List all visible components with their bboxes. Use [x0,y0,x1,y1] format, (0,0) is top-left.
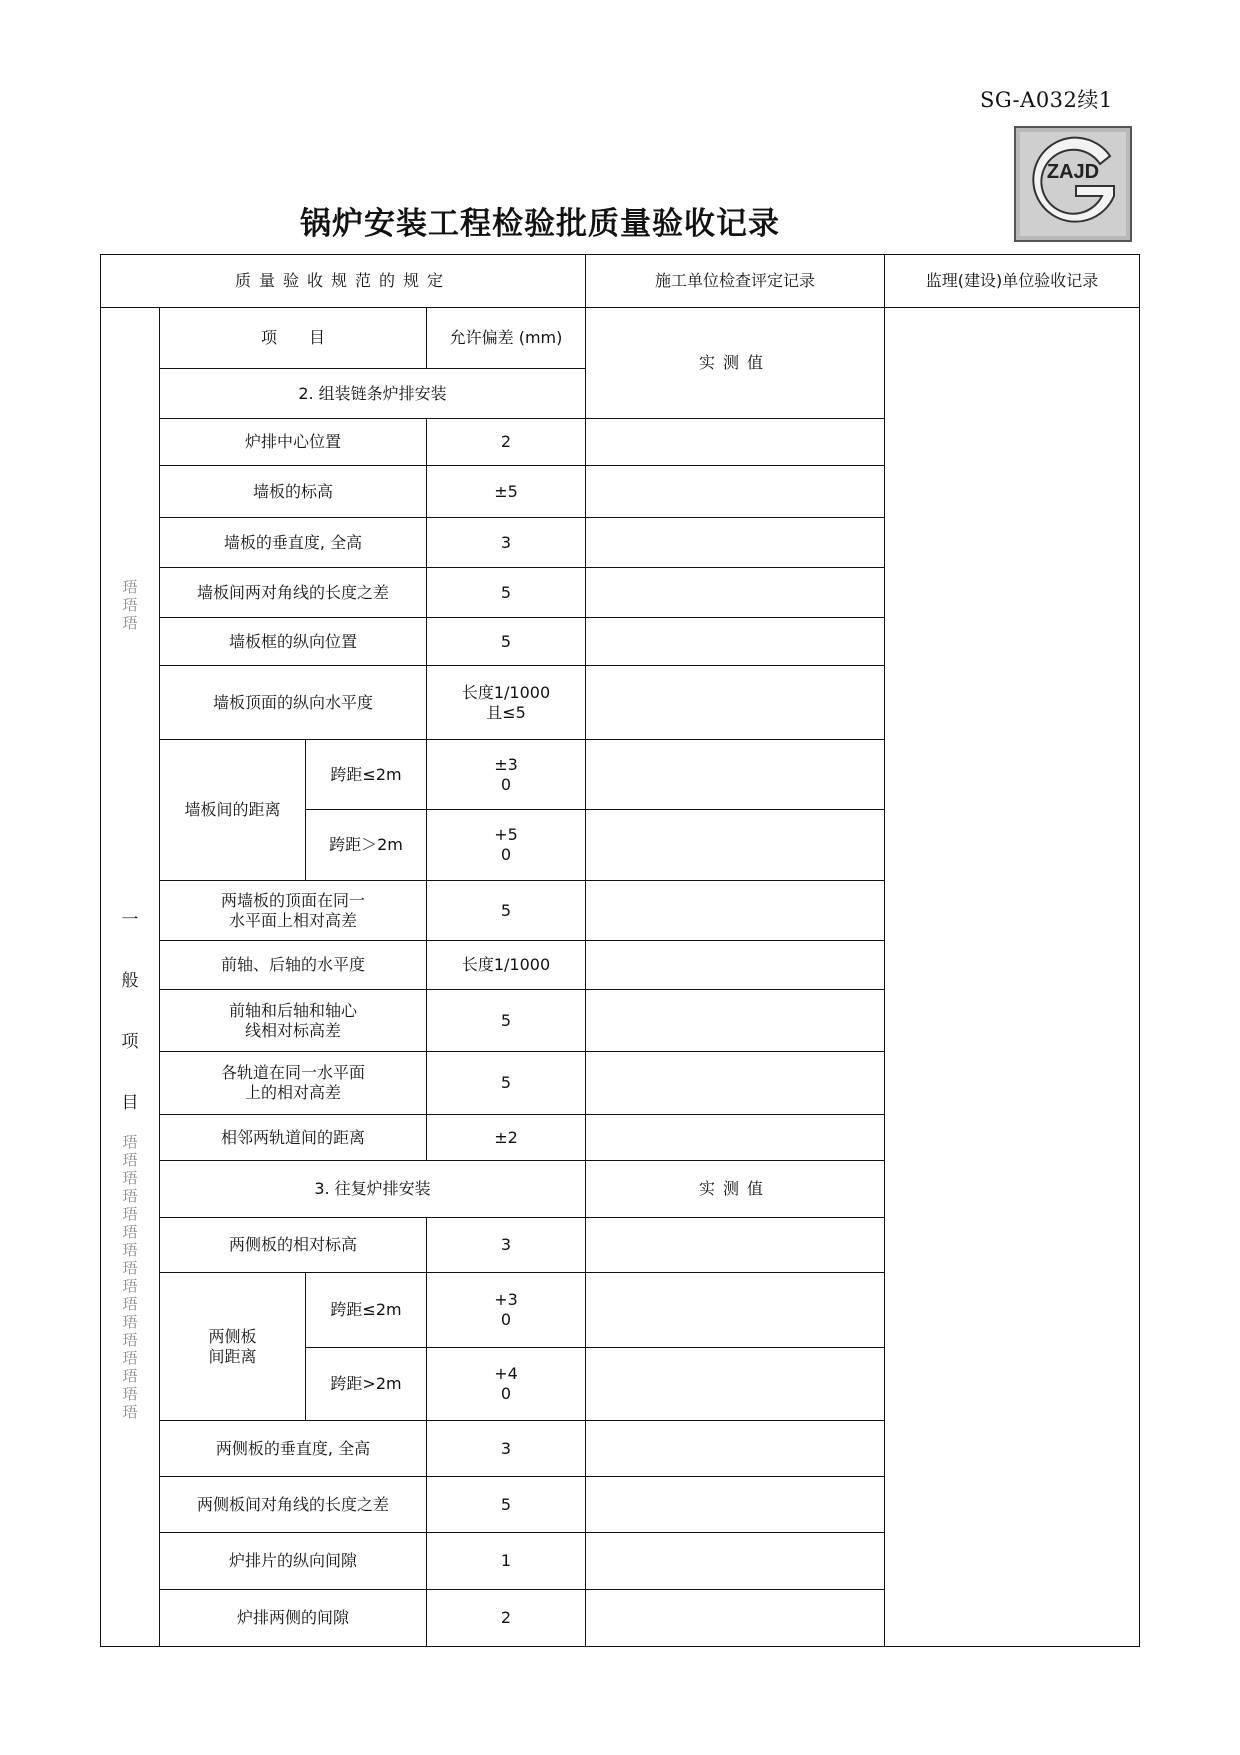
tolerance-value: 长度1/1000 且≤5 [427,666,586,740]
record-cell[interactable] [586,941,885,990]
tolerance-value: 长度1/1000 [427,941,586,990]
tolerance-value: 3 [427,1421,586,1477]
record-cell[interactable] [586,419,885,466]
span-condition: 跨距≤2m [306,1273,427,1348]
record-cell[interactable] [586,990,885,1052]
supervisor-record-cell[interactable] [885,308,1140,1647]
tolerance-value: ±2 [427,1115,586,1161]
tolerance-value: 3 [427,518,586,568]
tolerance-value: ±3 0 [427,740,586,810]
item-label: 墙板的标高 [160,466,427,518]
record-cell[interactable] [586,1218,885,1273]
contractor-column-header: 施工单位检查评定记录 [586,255,885,308]
item-label: 炉排中心位置 [160,419,427,466]
item-label: 炉排两侧的间隙 [160,1590,427,1647]
record-cell[interactable] [586,466,885,518]
item-label: 墙板的垂直度, 全高 [160,518,427,568]
tolerance-value: 1 [427,1533,586,1590]
record-cell[interactable] [586,1348,885,1421]
record-cell[interactable] [586,740,885,810]
record-cell[interactable] [586,1273,885,1348]
tolerance-value: +3 0 [427,1273,586,1348]
tolerance-value: 3 [427,1218,586,1273]
record-cell[interactable] [586,666,885,740]
item-label: 两侧板 间距离 [160,1273,306,1421]
spec-column-header: 质量验收规范的规定 [101,255,586,308]
tolerance-value: 2 [427,1590,586,1647]
item-column-header: 项 目 [160,308,427,369]
item-label: 前轴、后轴的水平度 [160,941,427,990]
span-condition: 跨距≤2m [306,740,427,810]
tolerance-value: 5 [427,1477,586,1533]
supervisor-column-header: 监理(建设)单位验收记录 [885,255,1140,308]
item-label: 两侧板的相对标高 [160,1218,427,1273]
record-cell[interactable] [586,810,885,881]
tolerance-value: 5 [427,1052,586,1115]
record-cell[interactable] [586,1052,885,1115]
record-cell[interactable] [586,618,885,666]
item-label: 相邻两轨道间的距离 [160,1115,427,1161]
record-cell[interactable] [586,568,885,618]
item-label: 两侧板间对角线的长度之差 [160,1477,427,1533]
inspection-table [100,254,1140,1647]
record-cell[interactable] [586,881,885,941]
item-label: 炉排片的纵向间隙 [160,1533,427,1590]
section-3-title: 3. 往复炉排安装 [160,1161,586,1218]
record-cell[interactable] [586,1115,885,1161]
record-cell[interactable] [586,1421,885,1477]
tolerance-value: 5 [427,568,586,618]
measured-header: 实测值 [586,308,885,419]
svg-text:ZAJD: ZAJD [1046,161,1100,183]
record-cell[interactable] [586,518,885,568]
category-cell [101,308,160,1647]
category-filler-bottom: 珸 珸 珸 珸 珸 珸 珸 珸 珸 珸 珸 珸 珸 珸 珸 珸 [122,1133,138,1421]
form-code: SG-A032续1 [980,88,1113,112]
tolerance-value: 5 [427,618,586,666]
section-2-title: 2. 组装链条炉排安装 [160,369,586,419]
item-label: 前轴和后轴和轴心 线相对标高差 [160,990,427,1052]
tolerance-value: +4 0 [427,1348,586,1421]
measured-header: 实测值 [586,1161,885,1218]
tolerance-value: 5 [427,990,586,1052]
record-cell[interactable] [586,1533,885,1590]
item-label: 墙板框的纵向位置 [160,618,427,666]
item-label: 墙板顶面的纵向水平度 [160,666,427,740]
span-condition: 跨距>2m [306,1348,427,1421]
tolerance-value: +5 0 [427,810,586,881]
document-title: 锅炉安装工程检验批质量验收记录 [300,206,780,242]
record-cell[interactable] [586,1590,885,1647]
tolerance-column-header: 允许偏差 (mm) [427,308,586,369]
item-label: 两墙板的顶面在同一 水平面上相对高差 [160,881,427,941]
item-label: 墙板间两对角线的长度之差 [160,568,427,618]
item-label: 各轨道在同一水平面 上的相对高差 [160,1052,427,1115]
category-label: 一 般 项 目 [121,910,139,1113]
span-condition: 跨距＞2m [306,810,427,881]
tolerance-value: ±5 [427,466,586,518]
category-filler-top: 珸 珸 珸 [122,578,138,632]
record-cell[interactable] [586,1477,885,1533]
item-label: 两侧板的垂直度, 全高 [160,1421,427,1477]
tolerance-value: 2 [427,419,586,466]
item-label: 墙板间的距离 [160,740,306,881]
tolerance-value: 5 [427,881,586,941]
